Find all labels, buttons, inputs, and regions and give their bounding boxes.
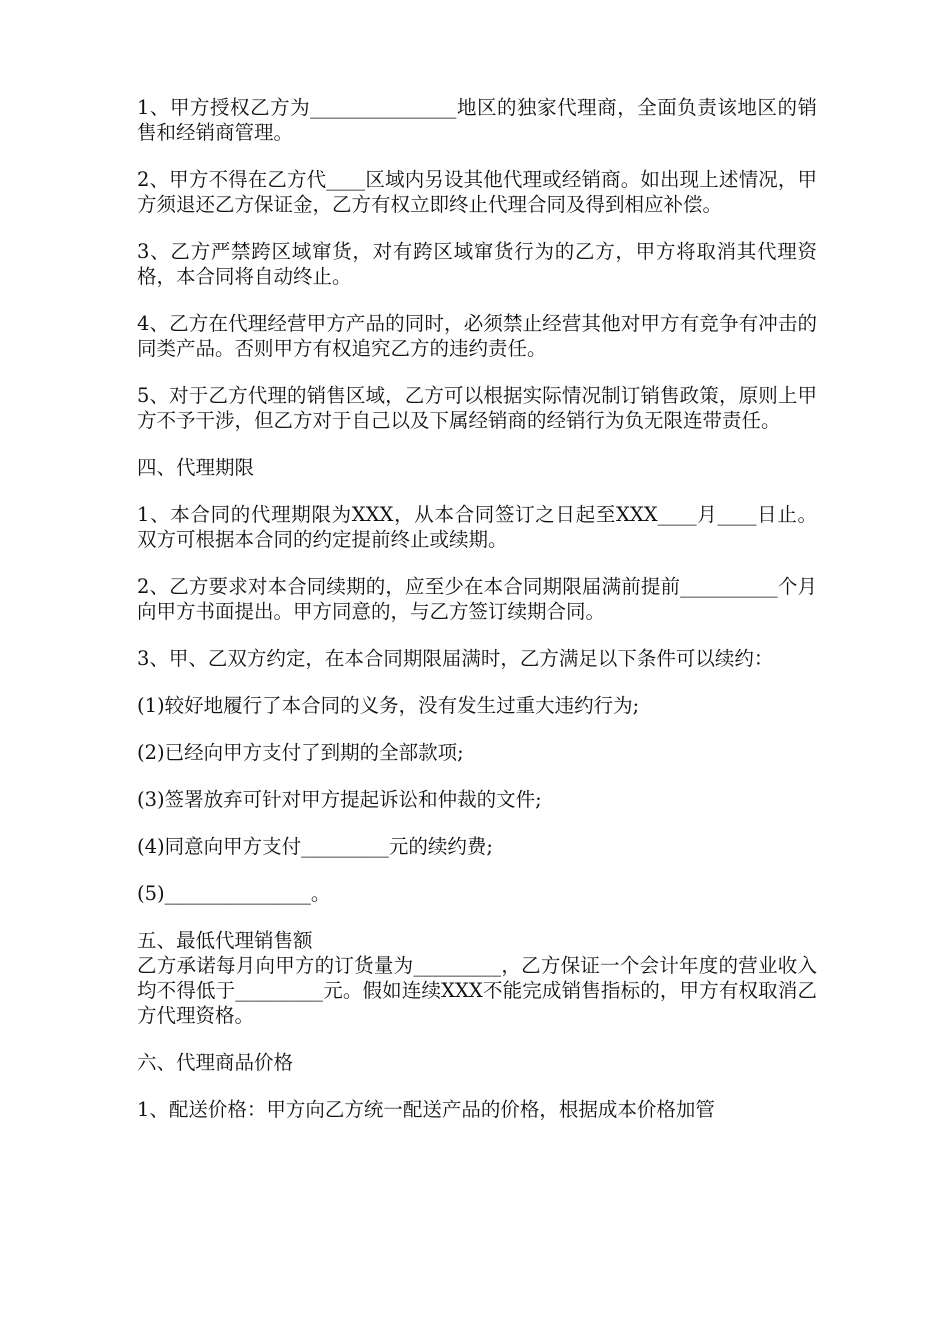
clause-term-period: 1、本合同的代理期限为XXX，从本合同签订之日起至XXX____月____日止。双方可根据本合同的约定提前终止或续期。 (137, 503, 817, 551)
condition-item-1: (1)较好地履行了本合同的义务，没有发生过重大违约行为; (137, 694, 640, 717)
condition-item-2: (2)已经向甲方支付了到期的全部款项; (137, 741, 464, 764)
clause-cross-region: 3、乙方严禁跨区域窜货，对有跨区域窜货行为的乙方，甲方将取消其代理资格，本合同将自动终止。 (137, 240, 817, 288)
condition-item-3: (3)签署放弃可针对甲方提起诉讼和仲裁的文件; (137, 788, 542, 811)
section-heading-term: 四、代理期限 (137, 456, 255, 479)
section-heading-price: 六、代理商品价格 (137, 1051, 294, 1074)
clause-renewal-conditions: 3、甲、乙双方约定，在本合同期限届满时，乙方满足以下条件可以续约： (137, 647, 774, 670)
clause-delivery-price: 1、配送价格：甲方向乙方统一配送产品的价格，根据成本价格加管 (137, 1098, 715, 1121)
clause-sales-policy: 5、对于乙方代理的销售区域，乙方可以根据实际情况制订销售政策，原则上甲方不予干涉，但乙方对于自己以及下属经销商的经销行为负无限连带责任。 (137, 384, 817, 432)
clause-exclusivity: 2、甲方不得在乙方代____区域内另设其他代理或经销商。如出现上述情况，甲方须退还乙方保证金，乙方有权立即终止代理合同及得到相应补偿。 (137, 168, 817, 216)
clause-min-sales: 乙方承诺每月向甲方的订货量为_________，乙方保证一个会计年度的营业收入均不得低于_________元。假如连续XXX不能完成销售指标的，甲方有权取消乙方代理资格。 (137, 954, 817, 1027)
clause-renewal-request: 2、乙方要求对本合同续期的，应至少在本合同期限届满前提前__________个月向甲方书面提出。甲方同意的，与乙方签订续期合同。 (137, 575, 817, 623)
condition-item-4: (4)同意向甲方支付_________元的续约费; (137, 835, 493, 858)
clause-competing-products: 4、乙方在代理经营甲方产品的同时，必须禁止经营其他对甲方有竞争有冲击的同类产品。否则甲方有权追究乙方的违约责任。 (137, 312, 817, 360)
section-heading-min-sales: 五、最低代理销售额 (137, 929, 313, 952)
condition-item-5: (5)_______________。 (137, 882, 331, 905)
document-page (137, 95, 817, 1144)
clause-authorization: 1、甲方授权乙方为_______________地区的独家代理商，全面负责该地区的销售和经销商管理。 (137, 96, 817, 144)
